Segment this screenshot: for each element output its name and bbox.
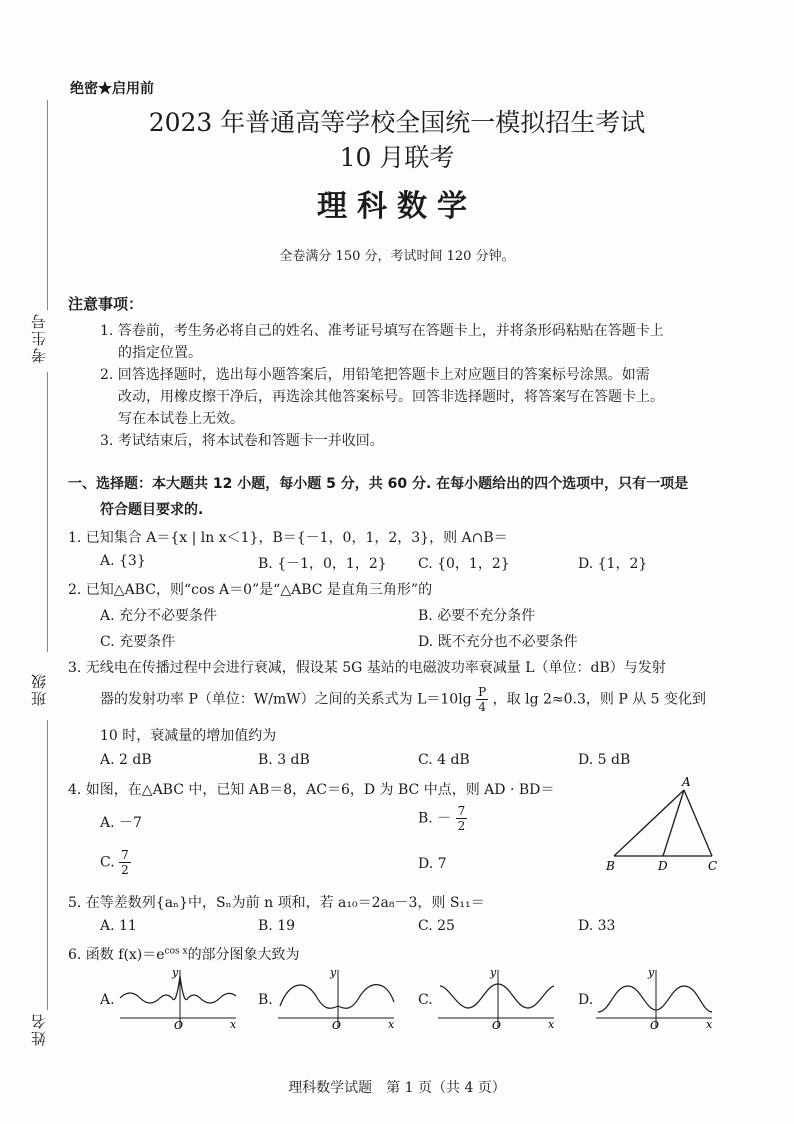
secret-label: 绝密★启用前 xyxy=(70,81,154,97)
section1-heading: 一、选择题：本大题共 12 小题，每小题 5 分，共 60 分. 在每小题给出的四个选项中，只有一项是 xyxy=(68,476,689,492)
q2-option-b: B. 必要不充分条件 xyxy=(418,608,536,624)
q6-stem-pre: 6. 函数 f(x)＝e xyxy=(68,947,165,963)
q3-frac-num: P xyxy=(478,685,487,699)
q1-option-a: A. {3} xyxy=(100,553,146,569)
notice-item1-line1: 1. 答卷前，考生务必将自己的姓名、准考证号填写在答题卡上，并将条形码粘贴在答题卡上 xyxy=(100,323,664,339)
q3-stem-line1: 3. 无线电在传播过程中会进行衰减，假设某 5G 基站的电磁波功率衰减量 L（单位：dB）与发射 xyxy=(68,660,666,676)
q4-c-num: 7 xyxy=(121,848,129,862)
q3-line2-pre: 器的发射功率 P（单位：W/mW）之间的关系式为 L＝10lg xyxy=(100,691,472,708)
q3-option-c: C. 4 dB xyxy=(418,752,470,768)
q6-stem xyxy=(68,944,300,964)
exam-info: 全卷满分 150 分，考试时间 120 分钟。 xyxy=(279,249,515,264)
q2-stem: 2. 已知△ABC，则“cos A＝0”是“△ABC 是直角三角形”的 xyxy=(68,582,433,598)
q4-label-c: C xyxy=(708,859,718,873)
q2-option-a: A. 充分不必要条件 xyxy=(100,608,218,624)
graph-c-x-label: x xyxy=(548,1018,555,1030)
q4-b-num: 7 xyxy=(457,804,466,818)
notice-item2-line2: 改动，用橡皮擦干净后，再选涂其他答案标号。回答非选择题时，将答案写在答题卡上。 xyxy=(118,389,664,405)
q5-stem: 5. 在等差数列{aₙ}中，Sₙ为前 n 项和，若 a₁₀＝2a₈－3，则 S₁₁＝ xyxy=(68,895,485,911)
q6-option-b: B. xyxy=(258,992,273,1008)
graph-a-curve xyxy=(120,976,236,1003)
q2-option-c: C. 充要条件 xyxy=(100,634,176,650)
q6-graph-b xyxy=(276,966,400,1030)
margin-line-mid2 xyxy=(47,720,48,1010)
q4-option-d: D. 7 xyxy=(418,856,447,872)
q3-stem-line3: 10 时，衰减量的增加值约为 xyxy=(100,728,277,744)
q6-stem-post: 的部分图象大致为 xyxy=(187,947,300,963)
q6-option-c: C. xyxy=(418,992,433,1008)
q6-graph-d xyxy=(594,966,718,1030)
notice-item2-line1: 2. 回答选择题时，选出每小题答案后，用铅笔把答题卡上对应题目的答案标号涂黑。如需 xyxy=(100,367,650,383)
exam-subtitle: 10 月联考 xyxy=(339,143,455,172)
q1-option-c: C. {0，1，2} xyxy=(418,556,510,572)
q5-option-d: D. 33 xyxy=(578,918,616,934)
q4-option-b xyxy=(418,804,467,833)
graph-d-curve xyxy=(598,986,712,1012)
notice-title: 注意事项： xyxy=(68,295,144,313)
q4-option-c-fraction xyxy=(119,848,131,877)
q4-label-a: A xyxy=(682,775,691,789)
graph-c-origin: O xyxy=(492,1019,502,1030)
graph-c-curve xyxy=(440,984,554,1008)
q6-graph-c xyxy=(436,966,560,1030)
q4-label-b: B xyxy=(606,859,615,873)
q6-graph-a xyxy=(118,966,242,1030)
class-label: 班级 xyxy=(30,672,48,706)
q3-option-b: B. 3 dB xyxy=(258,752,310,768)
q1-stem: 1. 已知集合 A＝{x | ln x＜1}，B＝{－1，0，1，2，3}，则 A∩B＝ xyxy=(68,530,508,546)
q4-stem: 4. 如图，在△ABC 中，已知 AB＝8，AC＝6，D 为 BC 中点，则 AD · BD＝ xyxy=(68,782,555,798)
graph-a-origin: O xyxy=(174,1019,184,1030)
q5-option-a: A. 11 xyxy=(100,918,137,934)
q3-option-d: D. 5 dB xyxy=(578,752,631,768)
graph-d-origin: O xyxy=(650,1019,660,1030)
q1-option-b: B. {－1，0，1，2} xyxy=(258,556,387,572)
q5-option-c: C. 25 xyxy=(418,918,455,934)
q4-option-c xyxy=(100,848,131,877)
graph-b-origin: O xyxy=(332,1019,342,1030)
graph-b-x-label: x xyxy=(388,1018,395,1030)
q4-label-d: D xyxy=(658,859,668,873)
q4-side-ac xyxy=(684,790,712,856)
q4-option-b-fraction xyxy=(456,804,468,833)
exam-number-label: 考生号 xyxy=(30,312,48,363)
q3-frac-den: 4 xyxy=(478,700,486,714)
notice-item2-line3: 写在本试卷上无效。 xyxy=(118,411,244,427)
q6-option-a: A. xyxy=(100,992,115,1008)
name-label: 姓名 xyxy=(30,1012,48,1046)
q2-option-d: D. 既不充分也不必要条件 xyxy=(418,634,578,650)
graph-a-y-label: y xyxy=(172,966,179,979)
subject-title: 理科数学 xyxy=(317,189,477,224)
exam-title: 2023 年普通高等学校全国统一模拟招生考试 xyxy=(148,108,646,137)
q3-option-a: A. 2 dB xyxy=(100,752,152,768)
notice-item3: 3. 考试结束后，将本试卷和答题卡一并收回。 xyxy=(100,433,384,449)
q4-option-b-prefix: B. － xyxy=(418,810,452,827)
q3-stem-line2 xyxy=(100,685,706,714)
graph-b-y-label: y xyxy=(330,966,337,979)
q4-triangle-figure xyxy=(600,772,730,878)
q1-option-d: D. {1，2} xyxy=(578,556,648,572)
graph-d-y-label: y xyxy=(648,966,655,979)
q6-option-d: D. xyxy=(578,992,594,1008)
q3-line2-post: ，取 lg 2≈0.3，则 P 从 5 变化到 xyxy=(492,691,707,708)
graph-b-curve xyxy=(280,985,394,1009)
q4-option-a: A. －7 xyxy=(100,815,142,831)
section1-heading-cont: 符合题目要求的. xyxy=(100,502,204,518)
q3-fraction xyxy=(476,685,488,714)
q5-option-b: B. 19 xyxy=(258,918,296,934)
q6-stem-sup: cos x xyxy=(164,946,188,957)
q4-b-den: 2 xyxy=(457,819,466,833)
page-footer: 理科数学试题 第 1 页（共 4 页） xyxy=(288,1080,506,1096)
graph-a-x-label: x xyxy=(230,1018,237,1030)
q4-option-c-prefix: C. xyxy=(100,854,115,871)
graph-d-x-label: x xyxy=(706,1018,713,1030)
notice-item1-line2: 的指定位置。 xyxy=(118,345,202,361)
graph-c-y-label: y xyxy=(490,966,497,979)
margin-line-mid1 xyxy=(47,372,48,652)
q4-c-den: 2 xyxy=(121,863,129,877)
